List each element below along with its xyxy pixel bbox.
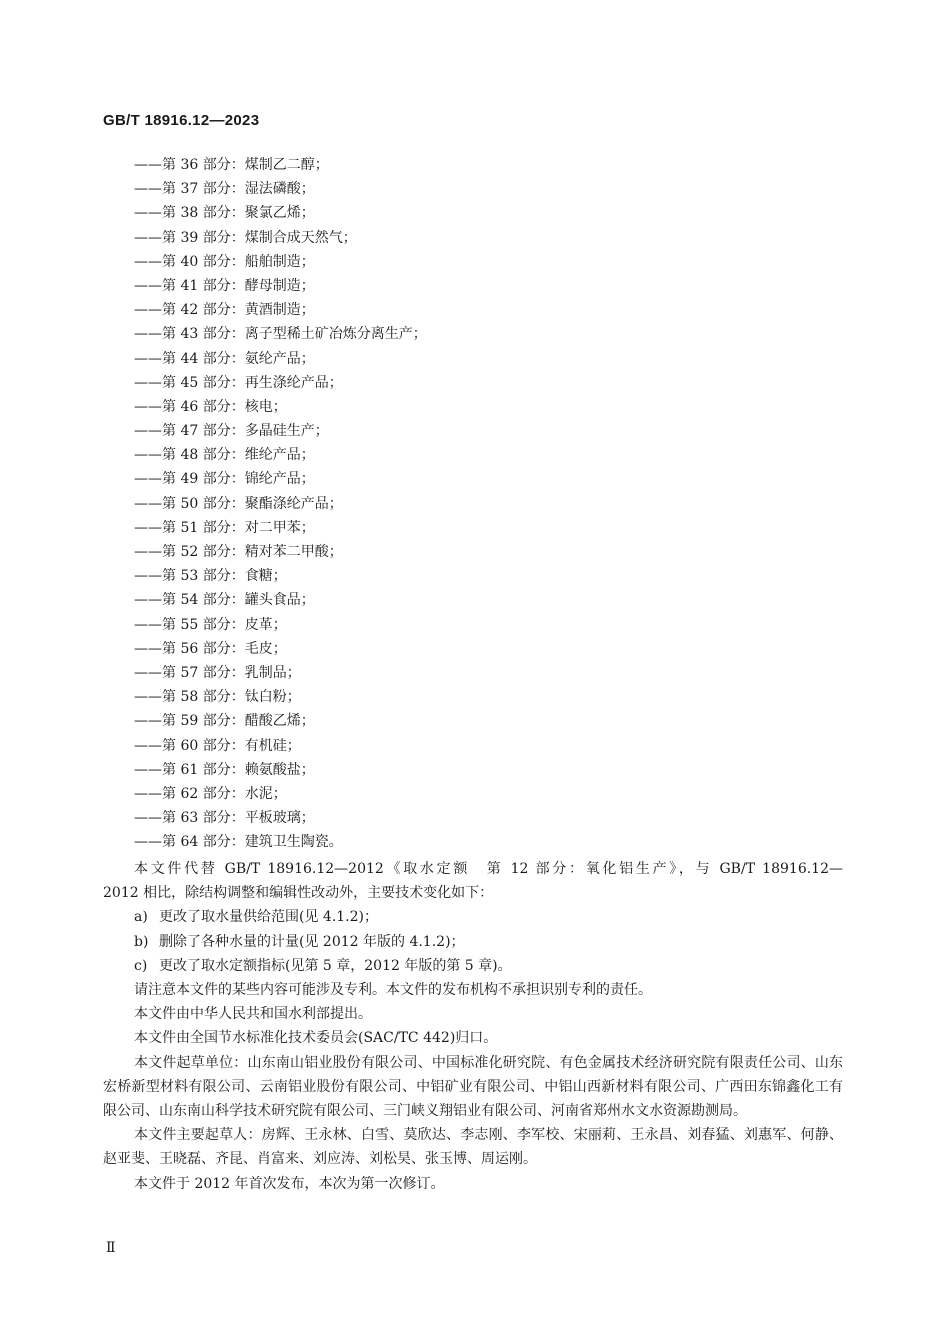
list-item: ——第 37 部分：湿法磷酸；	[134, 181, 315, 198]
list-item: ——第 53 部分：食糖；	[134, 568, 287, 585]
list-item: ——第 60 部分：有机硅；	[134, 737, 301, 754]
drafting-units: 本文件起草单位：山东南山铝业股份有限公司、中国标准化研究院、有色金属技术经济研究院有限责任公司、山东宏桥新型材料有限公司、云南铝业股份有限公司、中铝矿业有限公司、中铝山西新材料有限公司、广西田东锦鑫化工有限公司、山东南山科学技术研究院有限公司、三门峡义翔铝业有限公司、河南省郑州水文水资源勘测局。	[103, 1054, 843, 1120]
publication-history: 本文件于 2012 年首次发布，本次为第一次修订。	[134, 1175, 445, 1192]
item-marker: a)	[134, 909, 148, 926]
list-item: ——第 57 部分：乳制品；	[134, 664, 301, 681]
standard-number-header: GB/T 18916.12—2023	[103, 112, 260, 129]
replace-paragraph-line1: 本文件代替 GB/T 18916.12—2012《取水定额 第 12 部分：氧化铝生产》，与 GB/T 18916.12—	[134, 861, 843, 877]
list-item: ——第 43 部分：离子型稀土矿冶炼分离生产；	[134, 326, 427, 343]
list-item: ——第 48 部分：维纶产品；	[134, 447, 315, 464]
list-item: ——第 51 部分：对二甲苯；	[134, 519, 315, 536]
list-item: ——第 41 部分：酵母制造；	[134, 277, 315, 294]
list-item: ——第 45 部分：再生涤纶产品；	[134, 374, 343, 391]
replace-paragraph-line2: 2012 相比，除结构调整和编辑性改动外，主要技术变化如下：	[103, 885, 494, 902]
parts-list	[134, 153, 427, 854]
drafters: 本文件主要起草人：房辉、王永林、白雪、莫欣达、李志刚、李军校、宋丽莉、王永昌、刘春猛、刘惠军、何静、赵亚斐、王晓磊、齐昆、肖富来、刘应涛、刘松昊、张玉博、周运刚。	[103, 1127, 843, 1168]
list-item: ——第 58 部分：钛白粉；	[134, 689, 301, 706]
list-item: ——第 38 部分：聚氯乙烯；	[134, 205, 315, 222]
patent-notice: 请注意本文件的某些内容可能涉及专利。本文件的发布机构不承担识别专利的责任。	[134, 982, 652, 999]
item-marker: c)	[134, 957, 148, 974]
item-text: 更改了取水定额指标(见第 5 章，2012 年版的第 5 章)。	[159, 957, 512, 974]
proposed-by: 本文件由中华人民共和国水利部提出。	[134, 1006, 372, 1023]
list-item: ——第 54 部分：罐头食品；	[134, 592, 315, 609]
list-item: ——第 44 部分：氨纶产品；	[134, 350, 315, 367]
list-item: ——第 47 部分：多晶硅生产；	[134, 423, 329, 440]
list-item: ——第 59 部分：醋酸乙烯；	[134, 713, 315, 730]
list-item: ——第 56 部分：毛皮；	[134, 640, 287, 657]
list-item: ——第 52 部分：精对苯二甲酸；	[134, 544, 343, 560]
list-item: ——第 62 部分：水泥；	[134, 785, 287, 802]
item-text: 更改了取水量供给范围(见 4.1.2)；	[159, 909, 378, 926]
list-item: ——第 36 部分：煤制乙二醇；	[134, 157, 329, 173]
item-text: 删除了各种水量的计量(见 2012 年版的 4.1.2)；	[159, 933, 465, 950]
list-item: ——第 50 部分：聚酯涤纶产品；	[134, 495, 343, 512]
item-marker: b)	[134, 933, 149, 950]
change-item-c	[103, 954, 843, 978]
list-item: ——第 49 部分：锦纶产品；	[134, 471, 315, 488]
list-item: ——第 46 部分：核电；	[134, 398, 287, 415]
foreword-body	[103, 857, 843, 1196]
list-item: ——第 63 部分：平板玻璃；	[134, 810, 315, 827]
list-item: ——第 55 部分：皮革；	[134, 616, 287, 633]
list-item: ——第 40 部分：船舶制造；	[134, 253, 315, 270]
list-item: ——第 61 部分：赖氨酸盐；	[134, 761, 315, 778]
change-item-a	[103, 905, 843, 929]
list-item: ——第 39 部分：煤制合成天然气；	[134, 229, 357, 246]
list-item: ——第 42 部分：黄酒制造；	[134, 302, 315, 319]
list-item: ——第 64 部分：建筑卫生陶瓷。	[134, 834, 343, 851]
page-number: Ⅱ	[106, 1240, 116, 1256]
change-item-b	[103, 930, 843, 954]
centralized-by: 本文件由全国节水标准化技术委员会(SAC/TC 442)归口。	[134, 1030, 498, 1047]
